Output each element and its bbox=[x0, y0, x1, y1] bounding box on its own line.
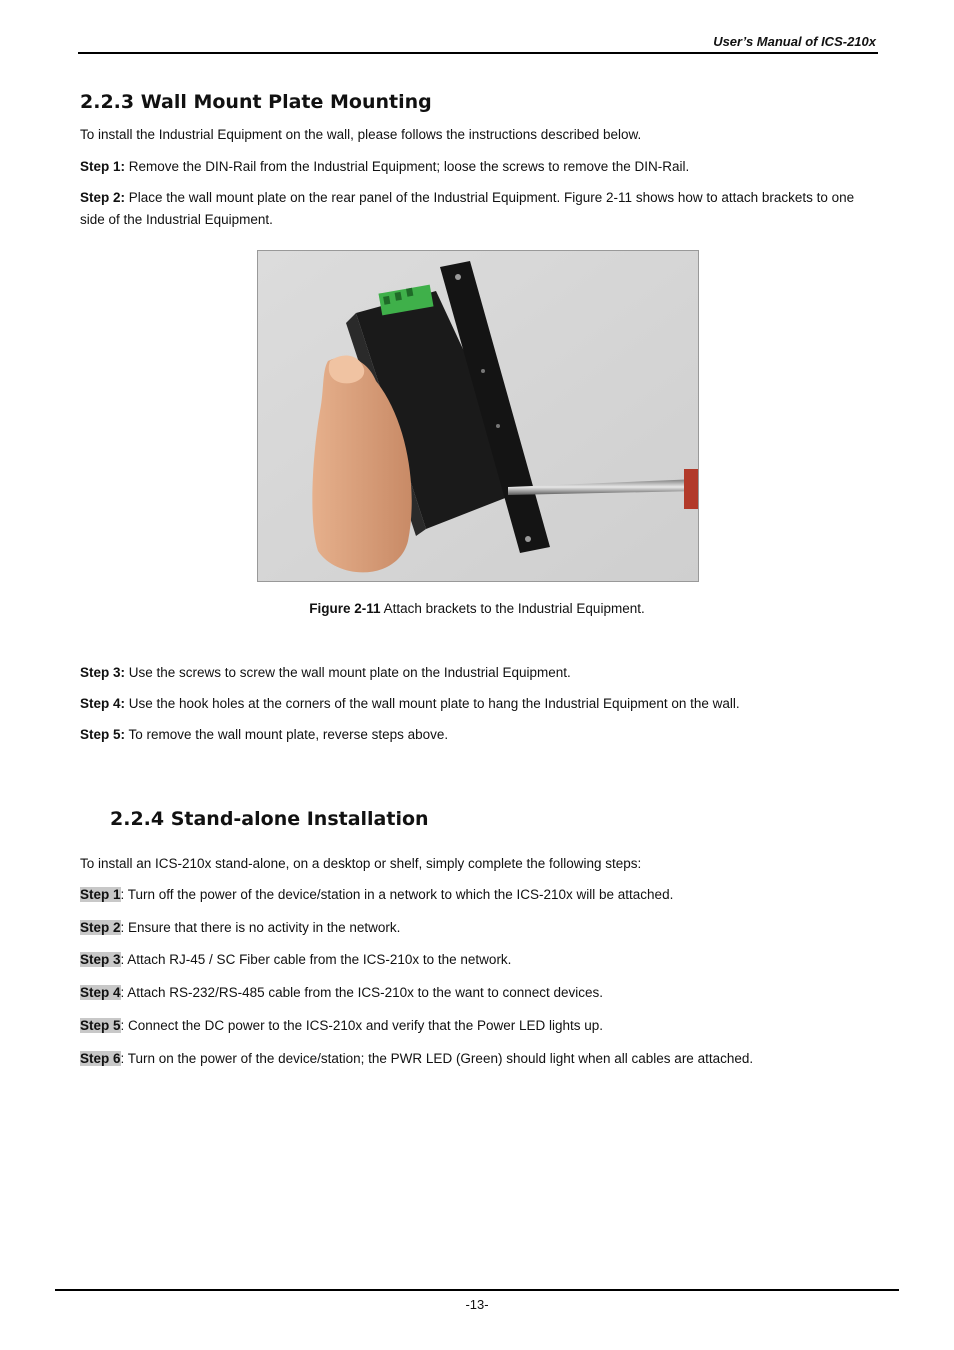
caption-label: Figure 2-11 bbox=[309, 601, 381, 616]
step-text: : Attach RJ-45 / SC Fiber cable from the ICS-210x to the network. bbox=[120, 952, 512, 967]
stand-alone-step-3 bbox=[80, 949, 880, 971]
page-number: -13- bbox=[465, 1297, 489, 1312]
step-text: Place the wall mount plate on the rear panel of the Industrial Equipment. Figure 2-11 shows how to attach brackets to one side of the Industrial Equipment. bbox=[80, 190, 855, 227]
step-text: Use the screws to screw the wall mount plate on the Industrial Equipment. bbox=[125, 665, 571, 680]
wall-mount-intro: To install the Industrial Equipment on the wall, please follows the instructions described below. bbox=[80, 127, 642, 142]
step-text: Use the hook holes at the corners of the wall mount plate to hang the Industrial Equipment on the wall. bbox=[125, 696, 740, 711]
header-rule bbox=[78, 52, 878, 54]
wall-mount-step-4 bbox=[80, 693, 880, 715]
step-label: Step 1 bbox=[80, 887, 121, 902]
figure-photo-bracket-attach bbox=[257, 250, 699, 582]
section-heading-wall-mount: 2.2.3 Wall Mount Plate Mounting bbox=[80, 91, 432, 113]
stand-alone-step-6 bbox=[80, 1048, 880, 1070]
header-title: User’s Manual of ICS-210x bbox=[713, 34, 876, 49]
step-label: Step 5 bbox=[80, 1018, 121, 1033]
section-heading-stand-alone: 2.2.4 Stand-alone Installation bbox=[110, 808, 429, 830]
step-label: Step 4: bbox=[80, 696, 126, 711]
step-label: Step 2 bbox=[80, 920, 121, 935]
stand-alone-step-5 bbox=[80, 1015, 880, 1037]
step-label: Step 5: bbox=[80, 727, 126, 742]
photo-illustration bbox=[258, 251, 698, 581]
step-text: Remove the DIN-Rail from the Industrial Equipment; loose the screws to remove the DIN-Rail. bbox=[125, 159, 690, 174]
step-label: Step 3: bbox=[80, 665, 126, 680]
step-text: : Turn off the power of the device/station in a network to which the ICS-210x will be attached. bbox=[120, 887, 674, 902]
step-label: Step 2: bbox=[80, 190, 126, 205]
stand-alone-intro: To install an ICS-210x stand-alone, on a desktop or shelf, simply complete the following steps: bbox=[80, 856, 642, 871]
wall-mount-step-5 bbox=[80, 724, 880, 746]
wall-mount-step-1 bbox=[80, 156, 880, 178]
step-text: : Connect the DC power to the ICS-210x and verify that the Power LED lights up. bbox=[120, 1018, 604, 1033]
step-label: Step 6 bbox=[80, 1051, 121, 1066]
step-label: Step 4 bbox=[80, 985, 121, 1000]
step-text: : Turn on the power of the device/station; the PWR LED (Green) should light when all cables are attached. bbox=[120, 1051, 754, 1066]
step-label: Step 1: bbox=[80, 159, 126, 174]
step-text: : Ensure that there is no activity in the network. bbox=[120, 920, 401, 935]
wall-mount-step-2 bbox=[80, 187, 880, 231]
stand-alone-step-1 bbox=[80, 884, 880, 906]
step-text: : Attach RS-232/RS-485 cable from the ICS-210x to the want to connect devices. bbox=[120, 985, 604, 1000]
footer-rule bbox=[55, 1289, 899, 1291]
wall-mount-step-3 bbox=[80, 662, 880, 684]
step-text: To remove the wall mount plate, reverse steps above. bbox=[125, 727, 449, 742]
caption-text: Attach brackets to the Industrial Equipment. bbox=[380, 601, 645, 616]
stand-alone-step-4 bbox=[80, 982, 880, 1004]
stand-alone-step-2 bbox=[80, 917, 880, 939]
figure-caption bbox=[0, 601, 954, 616]
step-label: Step 3 bbox=[80, 952, 121, 967]
